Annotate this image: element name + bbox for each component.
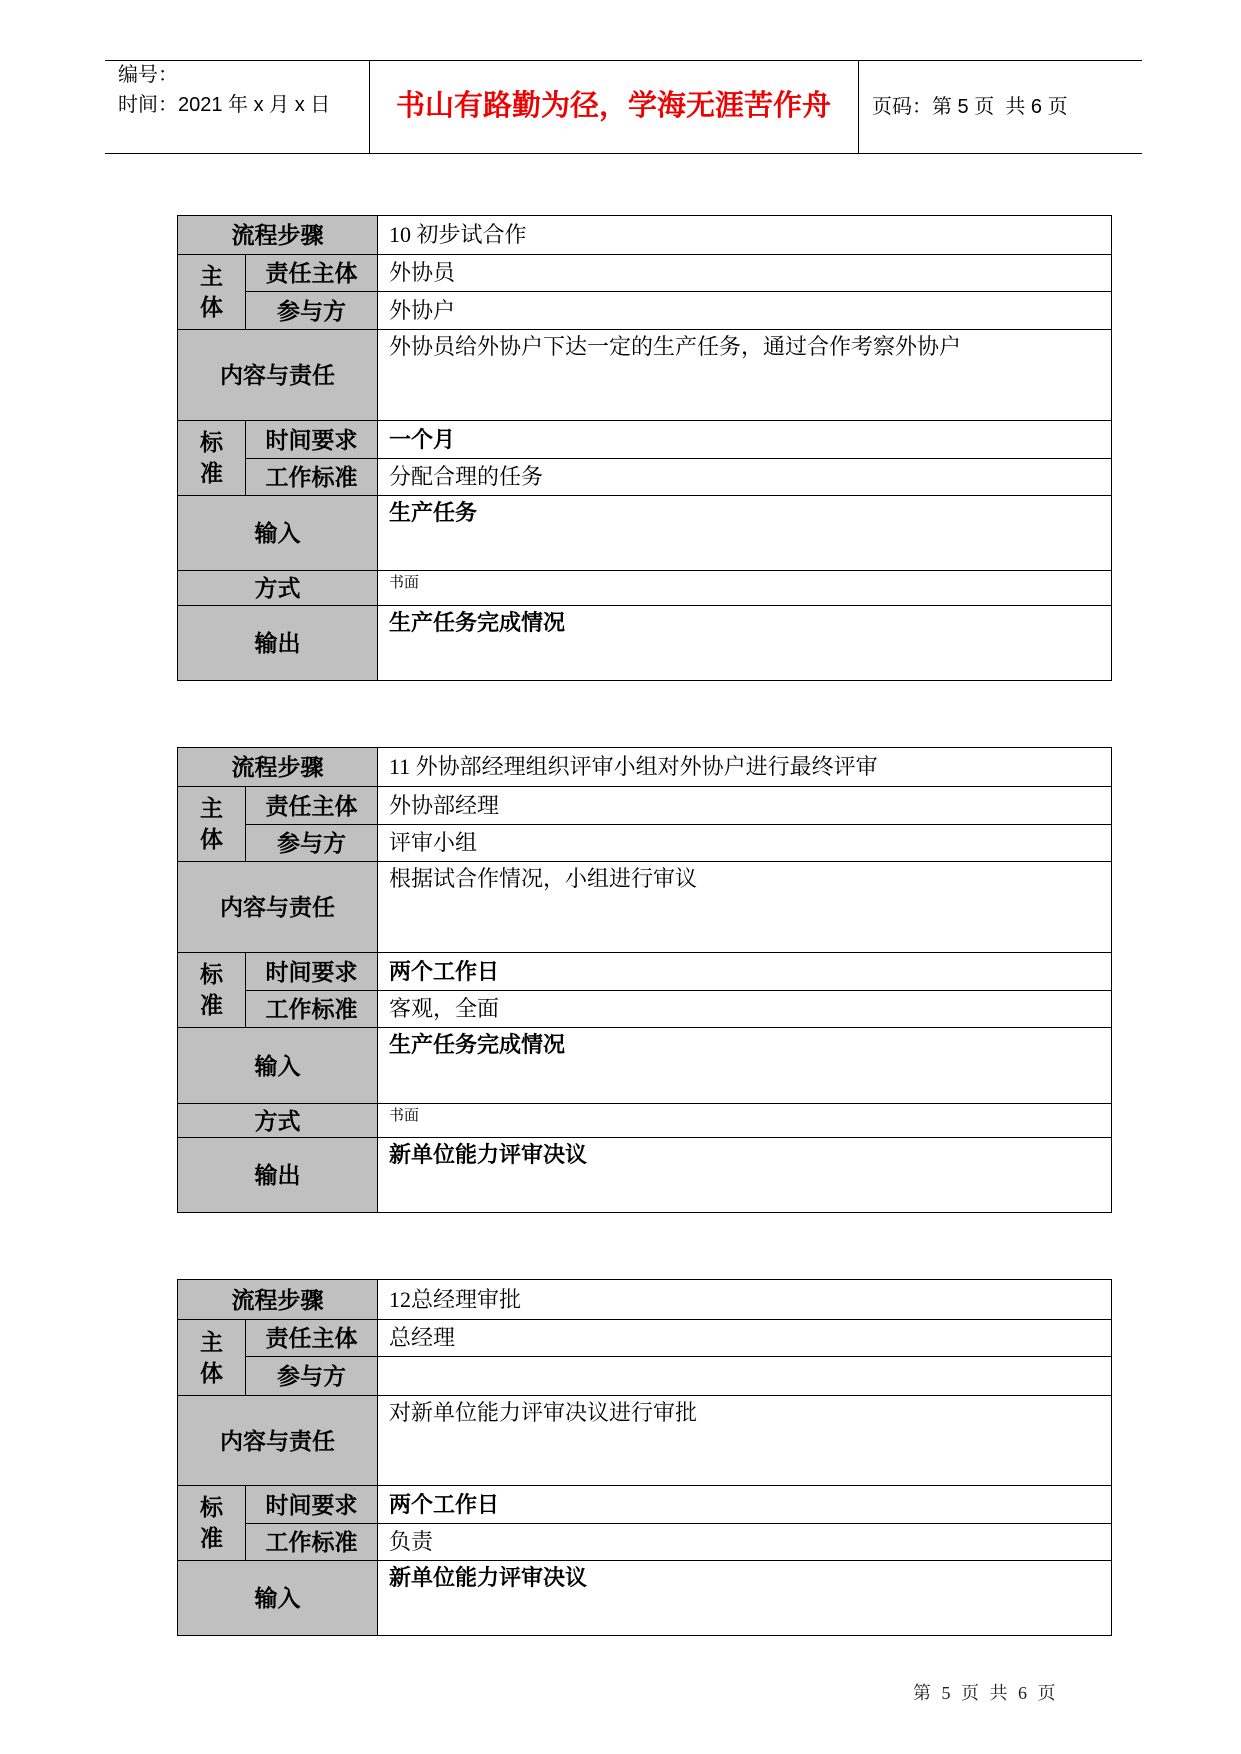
footer-page-number: 第 5 页 共 6 页 [913, 1683, 1059, 1703]
method-label: 方式 [178, 571, 378, 606]
output-value: 新单位能力评审决议 [378, 1138, 1112, 1213]
process-table-11 [177, 747, 1112, 1213]
content-row [178, 1396, 1112, 1486]
input-value: 新单位能力评审决议 [378, 1561, 1112, 1636]
content-label: 内容与责任 [178, 330, 378, 421]
step-label: 流程步骤 [178, 1280, 378, 1320]
time-requirement-row [178, 1486, 1112, 1524]
responsible-row [178, 1320, 1112, 1357]
work-standard-label: 工作标准 [246, 459, 378, 496]
output-label: 输出 [178, 1138, 378, 1213]
time-requirement-label: 时间要求 [246, 421, 378, 459]
step-value: 10 初步试合作 [378, 216, 1112, 255]
work-standard-value: 分配合理的任务 [378, 459, 1112, 496]
output-label: 输出 [178, 606, 378, 681]
subject-label [178, 1320, 246, 1396]
output-value: 生产任务完成情况 [378, 606, 1112, 681]
participant-value: 外协户 [378, 292, 1112, 330]
step-row [178, 216, 1112, 255]
content-value: 根据试合作情况，小组进行审议 [378, 862, 1112, 953]
standard-label [178, 953, 246, 1028]
header-bottom-rule [105, 153, 1142, 154]
method-row [178, 571, 1112, 606]
method-row [178, 1104, 1112, 1138]
participant-row [178, 292, 1112, 330]
input-row [178, 1561, 1112, 1636]
step-value: 11 外协部经理组织评审小组对外协户进行最终评审 [378, 748, 1112, 787]
subject-label [178, 255, 246, 330]
responsible-label: 责任主体 [246, 255, 378, 292]
responsible-value: 外协部经理 [378, 787, 1112, 825]
input-row [178, 1028, 1112, 1104]
header-top-rule [105, 60, 1142, 61]
standard-label-text: 标准 [200, 1494, 223, 1551]
participant-row [178, 825, 1112, 862]
header-motto: 书山有路勤为径，学海无涯苦作舟 [395, 90, 831, 122]
standard-label [178, 1486, 246, 1561]
step-label: 流程步骤 [178, 748, 378, 787]
responsible-label: 责任主体 [246, 787, 378, 825]
document-time-label: 时间：2021 年 x 月 x 日 [118, 94, 331, 116]
subject-label-text: 主体 [200, 795, 223, 852]
document-number-label: 编号： [118, 64, 178, 86]
responsible-row [178, 787, 1112, 825]
participant-row [178, 1357, 1112, 1396]
work-standard-value: 负责 [378, 1524, 1112, 1561]
time-requirement-value: 两个工作日 [378, 1486, 1112, 1524]
step-row [178, 1280, 1112, 1320]
header-divider-right [858, 60, 859, 153]
content-value: 对新单位能力评审决议进行审批 [378, 1396, 1112, 1486]
step-value: 12总经理审批 [378, 1280, 1112, 1320]
process-table-10 [177, 215, 1112, 681]
content-label: 内容与责任 [178, 862, 378, 953]
participant-value: 评审小组 [378, 825, 1112, 862]
content-value: 外协员给外协户下达一定的生产任务，通过合作考察外协户 [378, 330, 1112, 421]
header-page-number: 页码：第 5 页 共 6 页 [872, 96, 1068, 118]
input-label: 输入 [178, 496, 378, 571]
standard-label [178, 421, 246, 496]
input-value: 生产任务 [378, 496, 1112, 571]
participant-label: 参与方 [246, 1357, 378, 1396]
work-standard-row [178, 459, 1112, 496]
input-value: 生产任务完成情况 [378, 1028, 1112, 1104]
work-standard-value: 客观，全面 [378, 991, 1112, 1028]
content-row [178, 862, 1112, 953]
work-standard-row [178, 991, 1112, 1028]
subject-label-text: 主体 [200, 1328, 223, 1386]
time-requirement-row [178, 421, 1112, 459]
time-requirement-label: 时间要求 [246, 953, 378, 991]
input-label: 输入 [178, 1561, 378, 1636]
work-standard-label: 工作标准 [246, 1524, 378, 1561]
time-requirement-label: 时间要求 [246, 1486, 378, 1524]
standard-label-text: 标准 [200, 429, 223, 486]
input-row [178, 496, 1112, 571]
subject-label [178, 787, 246, 862]
work-standard-row [178, 1524, 1112, 1561]
content-row [178, 330, 1112, 421]
method-value: 书面 [378, 571, 1112, 606]
content-label: 内容与责任 [178, 1396, 378, 1486]
responsible-label: 责任主体 [246, 1320, 378, 1357]
step-label: 流程步骤 [178, 216, 378, 255]
method-value: 书面 [378, 1104, 1112, 1138]
standard-label-text: 标准 [200, 961, 223, 1018]
work-standard-label: 工作标准 [246, 991, 378, 1028]
process-table-12 [177, 1279, 1112, 1636]
step-row [178, 748, 1112, 787]
output-row [178, 1138, 1112, 1213]
responsible-value: 外协员 [378, 255, 1112, 292]
participant-label: 参与方 [246, 825, 378, 862]
method-label: 方式 [178, 1104, 378, 1138]
responsible-value: 总经理 [378, 1320, 1112, 1357]
time-requirement-row [178, 953, 1112, 991]
input-label: 输入 [178, 1028, 378, 1104]
participant-value [378, 1357, 1112, 1396]
time-requirement-value: 两个工作日 [378, 953, 1112, 991]
subject-label-text: 主体 [200, 263, 223, 320]
responsible-row [178, 255, 1112, 292]
time-requirement-value: 一个月 [378, 421, 1112, 459]
participant-label: 参与方 [246, 292, 378, 330]
output-row [178, 606, 1112, 681]
